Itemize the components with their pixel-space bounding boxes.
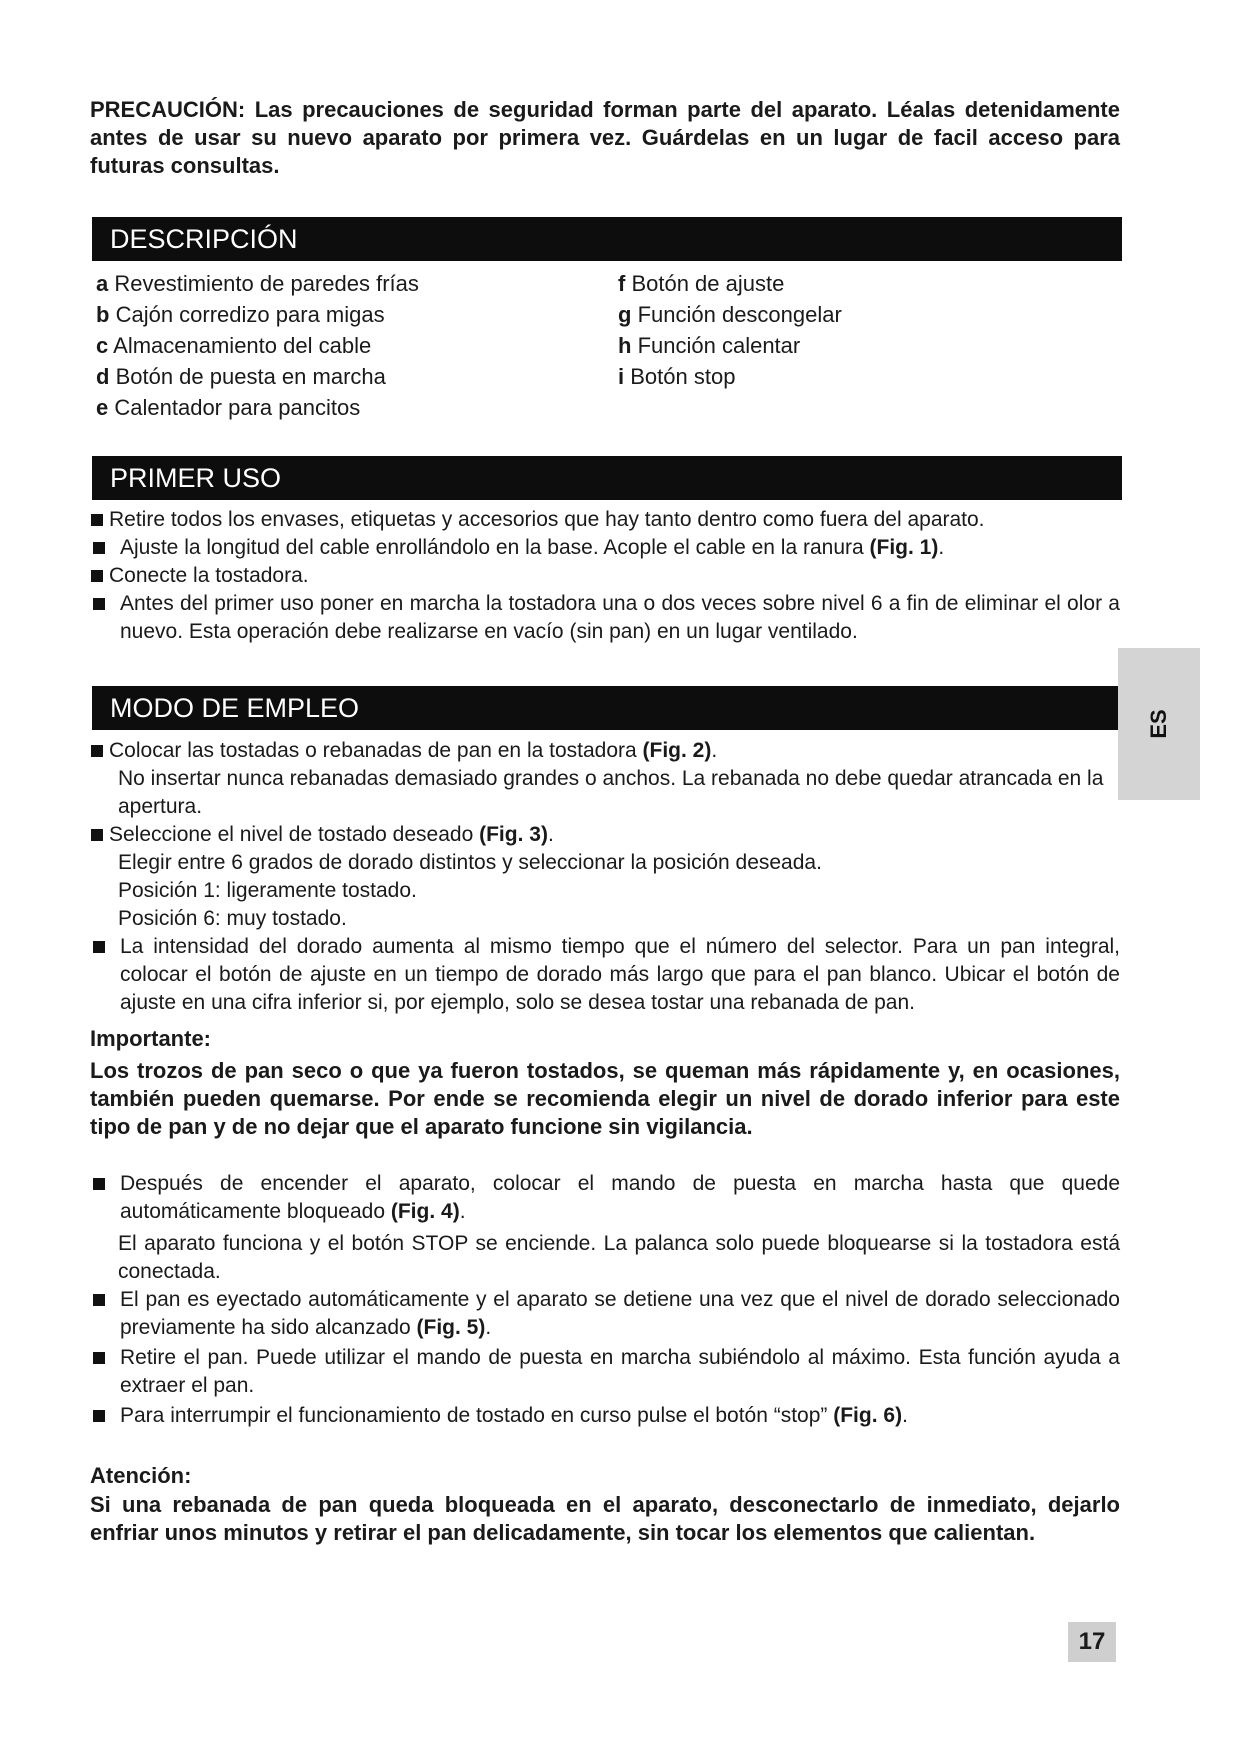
part-letter: f: [618, 271, 626, 296]
bullet-square-icon: [93, 598, 105, 610]
figure-reference: (Fig. 3): [479, 823, 548, 846]
list-item: [90, 590, 1120, 646]
attention-text: Si una rebanada de pan queda bloqueada en el aparato, desconectarlo de inmediato, dejarlo enfriar unos minutos y retirar el pan delicadamente, sin tocar los elementos que calientan.: [90, 1492, 1120, 1545]
part-text: Revestimiento de paredes frías: [114, 271, 419, 296]
punctuation: .: [938, 536, 945, 559]
language-tab-label: ES: [1146, 709, 1171, 739]
list-item: [618, 268, 842, 299]
list-item: [90, 1170, 1120, 1226]
punctuation: .: [902, 1404, 908, 1427]
list-item: [96, 392, 419, 423]
item-subtext: El aparato funciona y el botón STOP se enciende. La palanca solo puede bloquearse si la tostadora está conectada.: [118, 1232, 1120, 1283]
part-letter: a: [96, 271, 109, 296]
caution-notice: PRECAUCIÓN: Las precauciones de seguridad forman parte del aparato. Léalas detenidamente antes de usar su nuevo aparato por primera vez. Guárdelas en un lugar de facil acceso para futuras consultas.: [90, 97, 1120, 178]
item-subtext: No insertar nunca rebanadas demasiado grandes o anchos. La rebanada no debe quedar atrancada en la apertura.: [118, 767, 1104, 818]
part-letter: d: [96, 364, 110, 389]
operation-list: [90, 1170, 1120, 1430]
attention-heading: Atención:: [90, 1463, 192, 1488]
bullet-square-icon: [91, 745, 103, 757]
item-text: Para interrumpir el funcionamiento de tostado en curso pulse el botón “stop”: [120, 1404, 834, 1427]
parts-list-right: [618, 268, 842, 392]
item-text: El pan es eyectado automáticamente y el aparato se detiene una vez que el nivel de dorado seleccionado previamente ha sido alcanzado: [120, 1288, 1120, 1339]
part-text: Calentador para pancitos: [114, 395, 361, 420]
list-item: [618, 330, 842, 361]
important-text: Los trozos de pan seco o que ya fueron tostados, se queman más rápidamente y, en ocasiones, también pueden quemarse. Por ende se recomienda elegir un nivel de dorado inferior para este tipo de pan y de no dejar que el aparato funcione sin vigilancia.: [90, 1058, 1120, 1139]
bullet-square-icon: [93, 1352, 105, 1364]
part-letter: b: [96, 302, 110, 327]
list-item: [90, 821, 1120, 849]
item-subtext: Posición 1: ligeramente tostado.: [118, 879, 417, 902]
bullet-square-icon: [93, 1410, 105, 1422]
punctuation: .: [547, 823, 554, 846]
item-text: Ajuste la longitud del cable enrollándolo en la base. Acople el cable en la ranura: [120, 536, 870, 559]
item-text: Conecte la tostadora.: [109, 564, 309, 587]
primer-uso-list: [90, 506, 1120, 646]
part-text: Función calentar: [637, 333, 801, 358]
bullet-square-icon: [93, 941, 105, 953]
figure-reference: (Fig. 6): [833, 1404, 903, 1427]
list-item: [90, 1286, 1120, 1342]
list-item: [90, 562, 1120, 590]
item-text: Colocar las tostadas o rebanadas de pan en la tostadora: [109, 739, 643, 762]
item-text: Retire el pan. Puede utilizar el mando de puesta en marcha subiéndolo al máximo. Esta función ayuda a extraer el pan.: [120, 1346, 1120, 1397]
bullet-square-icon: [91, 829, 103, 841]
part-text: Función descongelar: [637, 302, 842, 327]
modo-empleo-list: [90, 737, 1120, 1017]
list-item: [96, 361, 419, 392]
figure-reference: (Fig. 4): [390, 1200, 460, 1223]
section-header-descripcion: DESCRIPCIÓN: [92, 217, 1122, 261]
bullet-square-icon: [91, 570, 103, 582]
bullet-square-icon: [91, 514, 103, 526]
list-item: [618, 361, 842, 392]
part-text: Almacenamiento del cable: [113, 333, 372, 358]
item-text: Seleccione el nivel de tostado deseado: [109, 823, 480, 846]
figure-reference: (Fig. 1): [869, 536, 939, 559]
figure-reference: (Fig. 5): [416, 1316, 486, 1339]
punctuation: .: [711, 739, 718, 762]
page-number: 17: [1068, 1622, 1116, 1662]
list-item: [90, 1402, 1120, 1430]
part-text: Botón de ajuste: [631, 271, 785, 296]
item-subtext: Elegir entre 6 grados de dorado distintos y seleccionar la posición deseada.: [118, 851, 822, 874]
part-letter: h: [618, 333, 632, 358]
item-text: Después de encender el aparato, colocar el mando de puesta en marcha hasta que quede automáticamente bloqueado: [120, 1172, 1120, 1223]
language-tab: [1118, 648, 1200, 800]
part-text: Botón stop: [630, 364, 736, 389]
item-text: Antes del primer uso poner en marcha la tostadora una o dos veces sobre nivel 6 a fin de eliminar el olor a nuevo. Esta operación debe realizarse en vacío (sin pan) en un lugar ventilado.: [120, 592, 1120, 643]
punctuation: .: [459, 1200, 466, 1223]
list-item: [96, 268, 419, 299]
parts-list-left: [96, 268, 419, 423]
list-item: [90, 1344, 1120, 1400]
list-item: [90, 534, 1120, 562]
section-header-modo-de-empleo: MODO DE EMPLEO: [92, 686, 1122, 730]
list-item: [90, 737, 1120, 765]
part-letter: c: [96, 333, 109, 358]
part-text: Botón de puesta en marcha: [115, 364, 386, 389]
list-item: [90, 933, 1120, 1017]
list-item: [618, 299, 842, 330]
item-text: Retire todos los envases, etiquetas y accesorios que hay tanto dentro como fuera del aparato.: [109, 508, 985, 531]
item-subtext: Posición 6: muy tostado.: [118, 907, 347, 930]
part-text: Cajón corredizo para migas: [115, 302, 385, 327]
bullet-square-icon: [93, 1178, 105, 1190]
part-letter: e: [96, 395, 109, 420]
punctuation: .: [485, 1316, 492, 1339]
list-item: [96, 299, 419, 330]
list-item: [96, 330, 419, 361]
bullet-square-icon: [93, 542, 105, 554]
part-letter: i: [618, 364, 625, 389]
item-text: La intensidad del dorado aumenta al mismo tiempo que el número del selector. Para un pan integral, colocar el botón de ajuste en un tiempo de dorado más largo que para el pan blanco. Ubicar el botón de ajuste en una cifra inferior si, por ejemplo, solo se desea tostar una rebanada de pan.: [120, 935, 1120, 1014]
figure-reference: (Fig. 2): [642, 739, 712, 762]
section-header-primer-uso: PRIMER USO: [92, 456, 1122, 500]
important-heading: Importante:: [90, 1026, 211, 1051]
part-letter: g: [618, 302, 632, 327]
bullet-square-icon: [93, 1294, 105, 1306]
list-item: [90, 506, 1120, 534]
